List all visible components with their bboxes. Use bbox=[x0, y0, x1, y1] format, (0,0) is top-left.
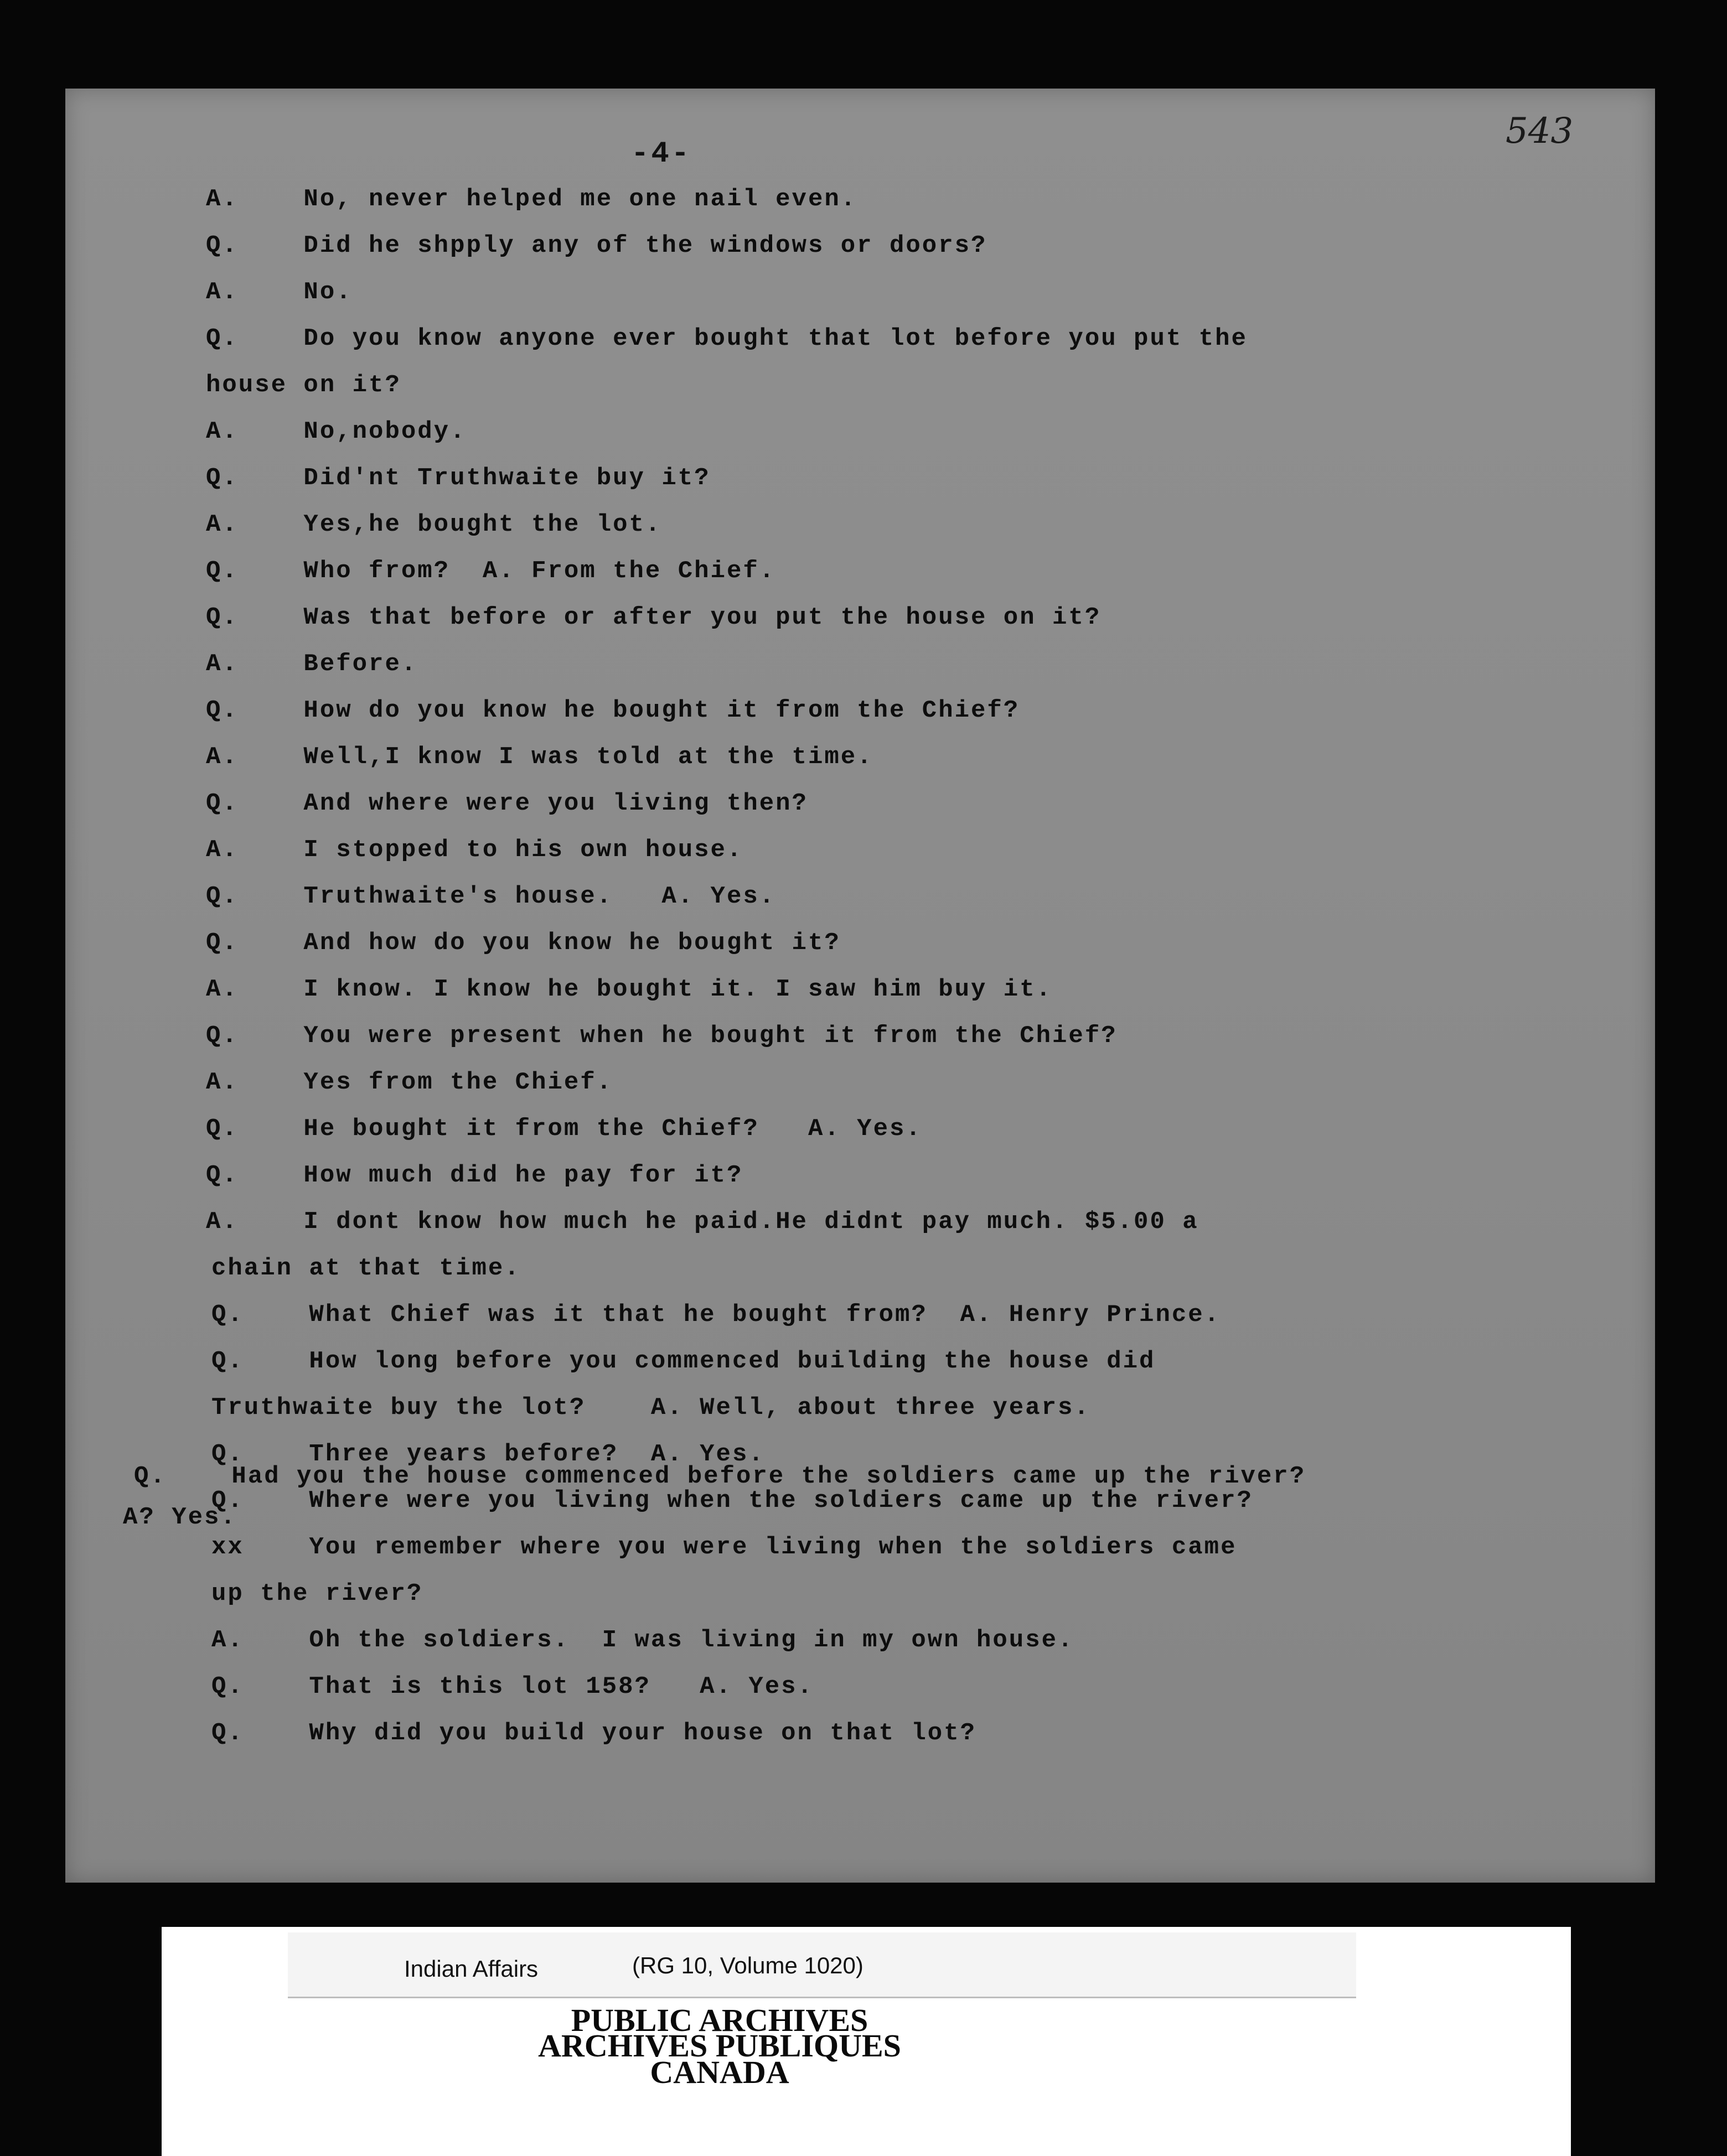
transcript-line: Truthwaite buy the lot? A. Well, about three years. bbox=[211, 1394, 1090, 1422]
transcript-line: A. I stopped to his own house. bbox=[206, 836, 743, 864]
archives-title-line-1: PUBLIC ARCHIVES bbox=[571, 2002, 868, 2038]
transcript-line: Q. You were present when he bought it from the Chief? bbox=[206, 1022, 1118, 1050]
transcript-line: A. Yes from the Chief. bbox=[206, 1069, 613, 1096]
transcript-line: A. Yes,he bought the lot. bbox=[206, 511, 662, 538]
archive-page-mark: 543 bbox=[1506, 111, 1574, 152]
transcript-line: Q. Why did you build your house on that lot? bbox=[211, 1719, 977, 1747]
transcript-line: Q. Who from? A. From the Chief. bbox=[206, 557, 776, 585]
transcript-line: Q. He bought it from the Chief? A. Yes. bbox=[206, 1115, 922, 1143]
transcript-line: Q. Do you know anyone ever bought that lot before you put the bbox=[206, 325, 1248, 353]
label-series: Indian Affairs bbox=[404, 1956, 539, 1982]
transcript-line: xx You remember where you were living when the soldiers came bbox=[211, 1533, 1237, 1561]
transcript-line: Q. Three years before? A. Yes. bbox=[211, 1440, 765, 1468]
transcript-line: Q. How do you know he bought it from the Chief? bbox=[206, 697, 1020, 724]
transcript-line: A. I know. I know he bought it. I saw him buy it. bbox=[206, 976, 1053, 1003]
transcript-line: Q. And how do you know he bought it? bbox=[206, 929, 841, 957]
archives-title-line-3: CANADA bbox=[650, 2054, 789, 2090]
transcript-line: Q. How much did he pay for it? bbox=[206, 1162, 743, 1189]
transcript-line: Q. Did he shpply any of the windows or doors? bbox=[206, 232, 987, 260]
transcript-line: Q. And where were you living then? bbox=[206, 790, 808, 817]
transcript-line: A. No,nobody. bbox=[206, 418, 467, 445]
transcript-line: Q. That is this lot 158? A. Yes. bbox=[211, 1673, 814, 1701]
transcript-line: A. Before. bbox=[206, 650, 418, 678]
transcript-line: Q. Did'nt Truthwaite buy it? bbox=[206, 464, 711, 492]
transcript-line: Q. What Chief was it that he bought from? A. Henry Prince. bbox=[211, 1301, 1221, 1329]
transcript-line: up the river? bbox=[211, 1580, 423, 1608]
transcript-line-inserted: A? Yes. bbox=[123, 1504, 237, 1531]
archives-title-line-2: ARCHIVES PUBLIQUES bbox=[538, 2028, 901, 2064]
transcript-line: chain at that time. bbox=[211, 1255, 521, 1282]
transcript-line: house on it? bbox=[206, 371, 401, 399]
label-reference: (RG 10, Volume 1020) bbox=[632, 1952, 864, 1978]
transcript-line-inserted: Q. Had you the house commenced before the soldiers came up the river? bbox=[134, 1463, 1306, 1490]
transcript-line: A. Oh the soldiers. I was living in my own house. bbox=[211, 1626, 1074, 1654]
transcript-line: A. No. bbox=[206, 278, 353, 306]
transcript-line: A. No, never helped me one nail even. bbox=[206, 185, 857, 213]
page-number: -4- bbox=[631, 137, 692, 171]
transcript-line: A. Well,I know I was told at the time. bbox=[206, 743, 873, 771]
transcript-line: Q. Was that before or after you put the house on it? bbox=[206, 604, 1102, 631]
transcript-line: Q. How long before you commenced building the house did bbox=[211, 1348, 1156, 1375]
transcript-line: Q. Truthwaite's house. A. Yes. bbox=[206, 883, 776, 910]
transcript-line: Q. Where were you living when the soldiers came up the river? bbox=[211, 1487, 1253, 1515]
transcript-line: A. I dont know how much he paid.He didnt pay much. $5.00 a bbox=[206, 1208, 1199, 1236]
